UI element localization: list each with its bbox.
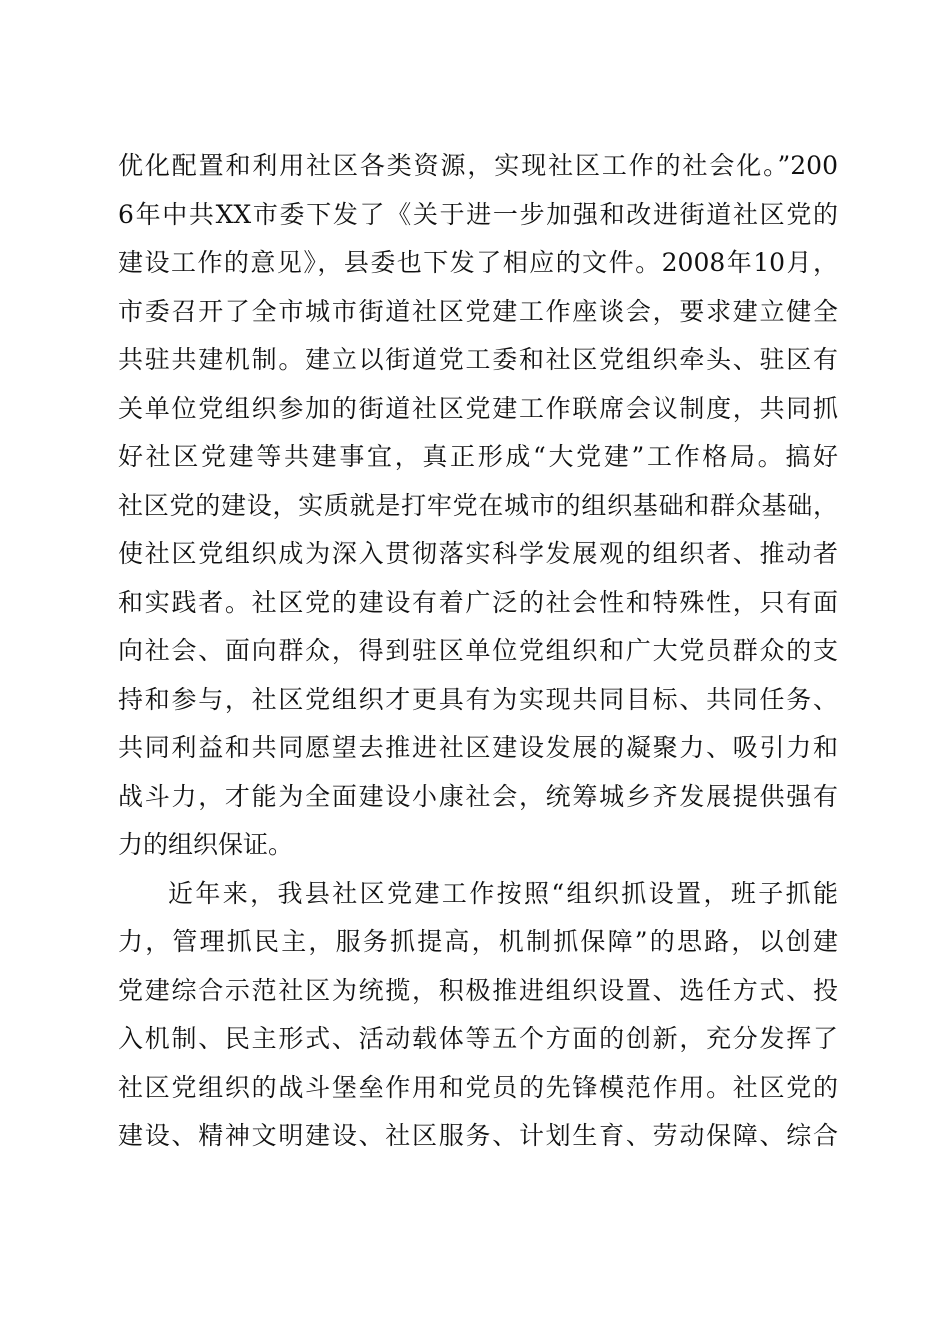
text-line: 6年中共XX市委下发了《关于进一步加强和改进街道社区党的	[118, 199, 838, 229]
paragraph-2	[118, 870, 838, 1161]
text-line: 入机制、民主形式、活动载体等五个方面的创新，充分发挥了	[118, 1024, 838, 1053]
text-line: 近年来，我县社区党建工作按照“组织抓设置，班子抓能	[168, 878, 838, 908]
text-line: 社区党的建设，实质就是打牢党在城市的组织基础和群众基础，	[118, 490, 838, 520]
text-line: 持和参与，社区党组织才更具有为实现共同目标、共同任务、	[118, 684, 838, 714]
text-line: 和实践者。社区党的建设有着广泛的社会性和特殊性，只有面	[118, 587, 838, 617]
text-line: 力，管理抓民主，服务抓提高，机制抓保障”的思路，以创建	[118, 927, 838, 956]
text-line: 市委召开了全市城市街道社区党建工作座谈会，要求建立健全	[118, 296, 838, 326]
text-line: 好社区党建等共建事宜，真正形成“大党建”工作格局。搞好	[118, 442, 838, 471]
text-line: 共驻共建机制。建立以街道党工委和社区党组织牵头、驻区有	[118, 345, 838, 374]
text-line: 力的组织保证。	[118, 830, 294, 859]
text-line: 使社区党组织成为深入贯彻落实科学发展观的组织者、推动者	[118, 539, 838, 568]
text-line: 共同利益和共同愿望去推进社区建设发展的凝聚力、吸引力和	[118, 733, 838, 762]
text-line: 建设、精神文明建设、社区服务、计划生育、劳动保障、综合	[118, 1121, 838, 1150]
text-line: 向社会、面向群众，得到驻区单位党组织和广大党员群众的支	[118, 636, 838, 665]
text-line: 战斗力，才能为全面建设小康社会，统筹城乡齐发展提供强有	[118, 781, 838, 811]
text-line: 优化配置和利用社区各类资源，实现社区工作的社会化。”200	[118, 151, 838, 180]
paragraph-1	[118, 142, 838, 870]
text-line: 党建综合示范社区为统揽，积极推进组织设置、选任方式、投	[118, 975, 838, 1005]
text-line: 社区党组织的战斗堡垒作用和党员的先锋模范作用。社区党的	[118, 1072, 838, 1102]
text-line: 关单位党组织参加的街道社区党建工作联席会议制度，共同抓	[118, 393, 838, 423]
body-text	[118, 142, 838, 1161]
text-line: 建设工作的意见》，县委也下发了相应的文件。2008年10月，	[118, 248, 838, 277]
